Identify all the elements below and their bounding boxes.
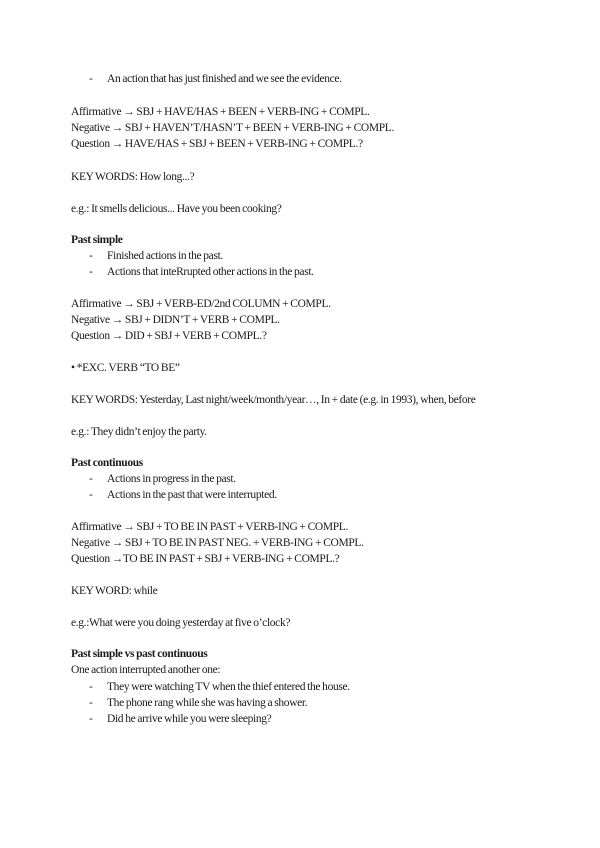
question-formula: Question →TO BE IN PAST + SBJ + VERB-ING + COMPL.? xyxy=(71,553,340,565)
bullet-dash: - xyxy=(89,697,93,709)
list-item-text: Actions that inteRrupted other actions in the past. xyxy=(107,266,314,278)
key-word: KEY WORD: while xyxy=(71,585,158,597)
list-item-text: An action that has just finished and we see the evidence. xyxy=(107,73,342,85)
section-intro: One action interrupted another one: xyxy=(71,664,221,676)
example-sentence: e.g.: It smells delicious... Have you been cooking? xyxy=(71,203,282,215)
key-words: KEY WORDS: Yesterday, Last night/week/month/year…, In + date (e.g. in 1993), when, before xyxy=(71,394,476,406)
section-heading-past-simple-vs-continuous: Past simple vs past continuous xyxy=(71,648,208,660)
bullet-dash: - xyxy=(89,489,93,501)
example-sentence: e.g.:What were you doing yesterday at five o’clock? xyxy=(71,617,291,629)
section-heading-past-simple: Past simple xyxy=(71,234,123,246)
bullet-dash: - xyxy=(89,713,93,725)
example-sentence: e.g.: They didn’t enjoy the party. xyxy=(71,426,207,438)
negative-formula: Negative → SBJ + TO BE IN PAST NEG. + VERB-ING + COMPL. xyxy=(71,537,364,549)
list-item-text: Finished actions in the past. xyxy=(107,250,223,262)
negative-formula: Negative → SBJ + DIDN’T + VERB + COMPL. xyxy=(71,314,280,326)
question-formula: Question → HAVE/HAS + SBJ + BEEN + VERB-ING + COMPL.? xyxy=(71,138,363,150)
exception-note: • *EXC. VERB “TO BE” xyxy=(71,362,180,374)
bullet-dash: - xyxy=(89,473,93,485)
bullet-dash: - xyxy=(89,250,93,262)
negative-formula: Negative → SBJ + HAVEN’T/HASN’T + BEEN + VERB-ING + COMPL. xyxy=(71,122,394,134)
affirmative-formula: Affirmative → SBJ + VERB-ED/2nd COLUMN + COMPL. xyxy=(71,298,331,310)
bullet-dash: - xyxy=(89,73,93,85)
list-item-text: They were watching TV when the thief entered the house. xyxy=(107,681,350,693)
section-heading-past-continuous: Past continuous xyxy=(71,457,143,469)
list-item-text: Did he arrive while you were sleeping? xyxy=(107,713,272,725)
bullet-dash: - xyxy=(89,266,93,278)
key-words: KEY WORDS: How long...? xyxy=(71,171,195,183)
affirmative-formula: Affirmative → SBJ + TO BE IN PAST + VERB-ING + COMPL. xyxy=(71,521,348,533)
list-item-text: Actions in progress in the past. xyxy=(107,473,236,485)
bullet-dash: - xyxy=(89,681,93,693)
list-item-text: Actions in the past that were interrupted. xyxy=(107,489,277,501)
question-formula: Question → DID + SBJ + VERB + COMPL.? xyxy=(71,330,267,342)
list-item-text: The phone rang while she was having a shower. xyxy=(107,697,308,709)
affirmative-formula: Affirmative → SBJ + HAVE/HAS + BEEN + VERB-ING + COMPL. xyxy=(71,106,370,118)
